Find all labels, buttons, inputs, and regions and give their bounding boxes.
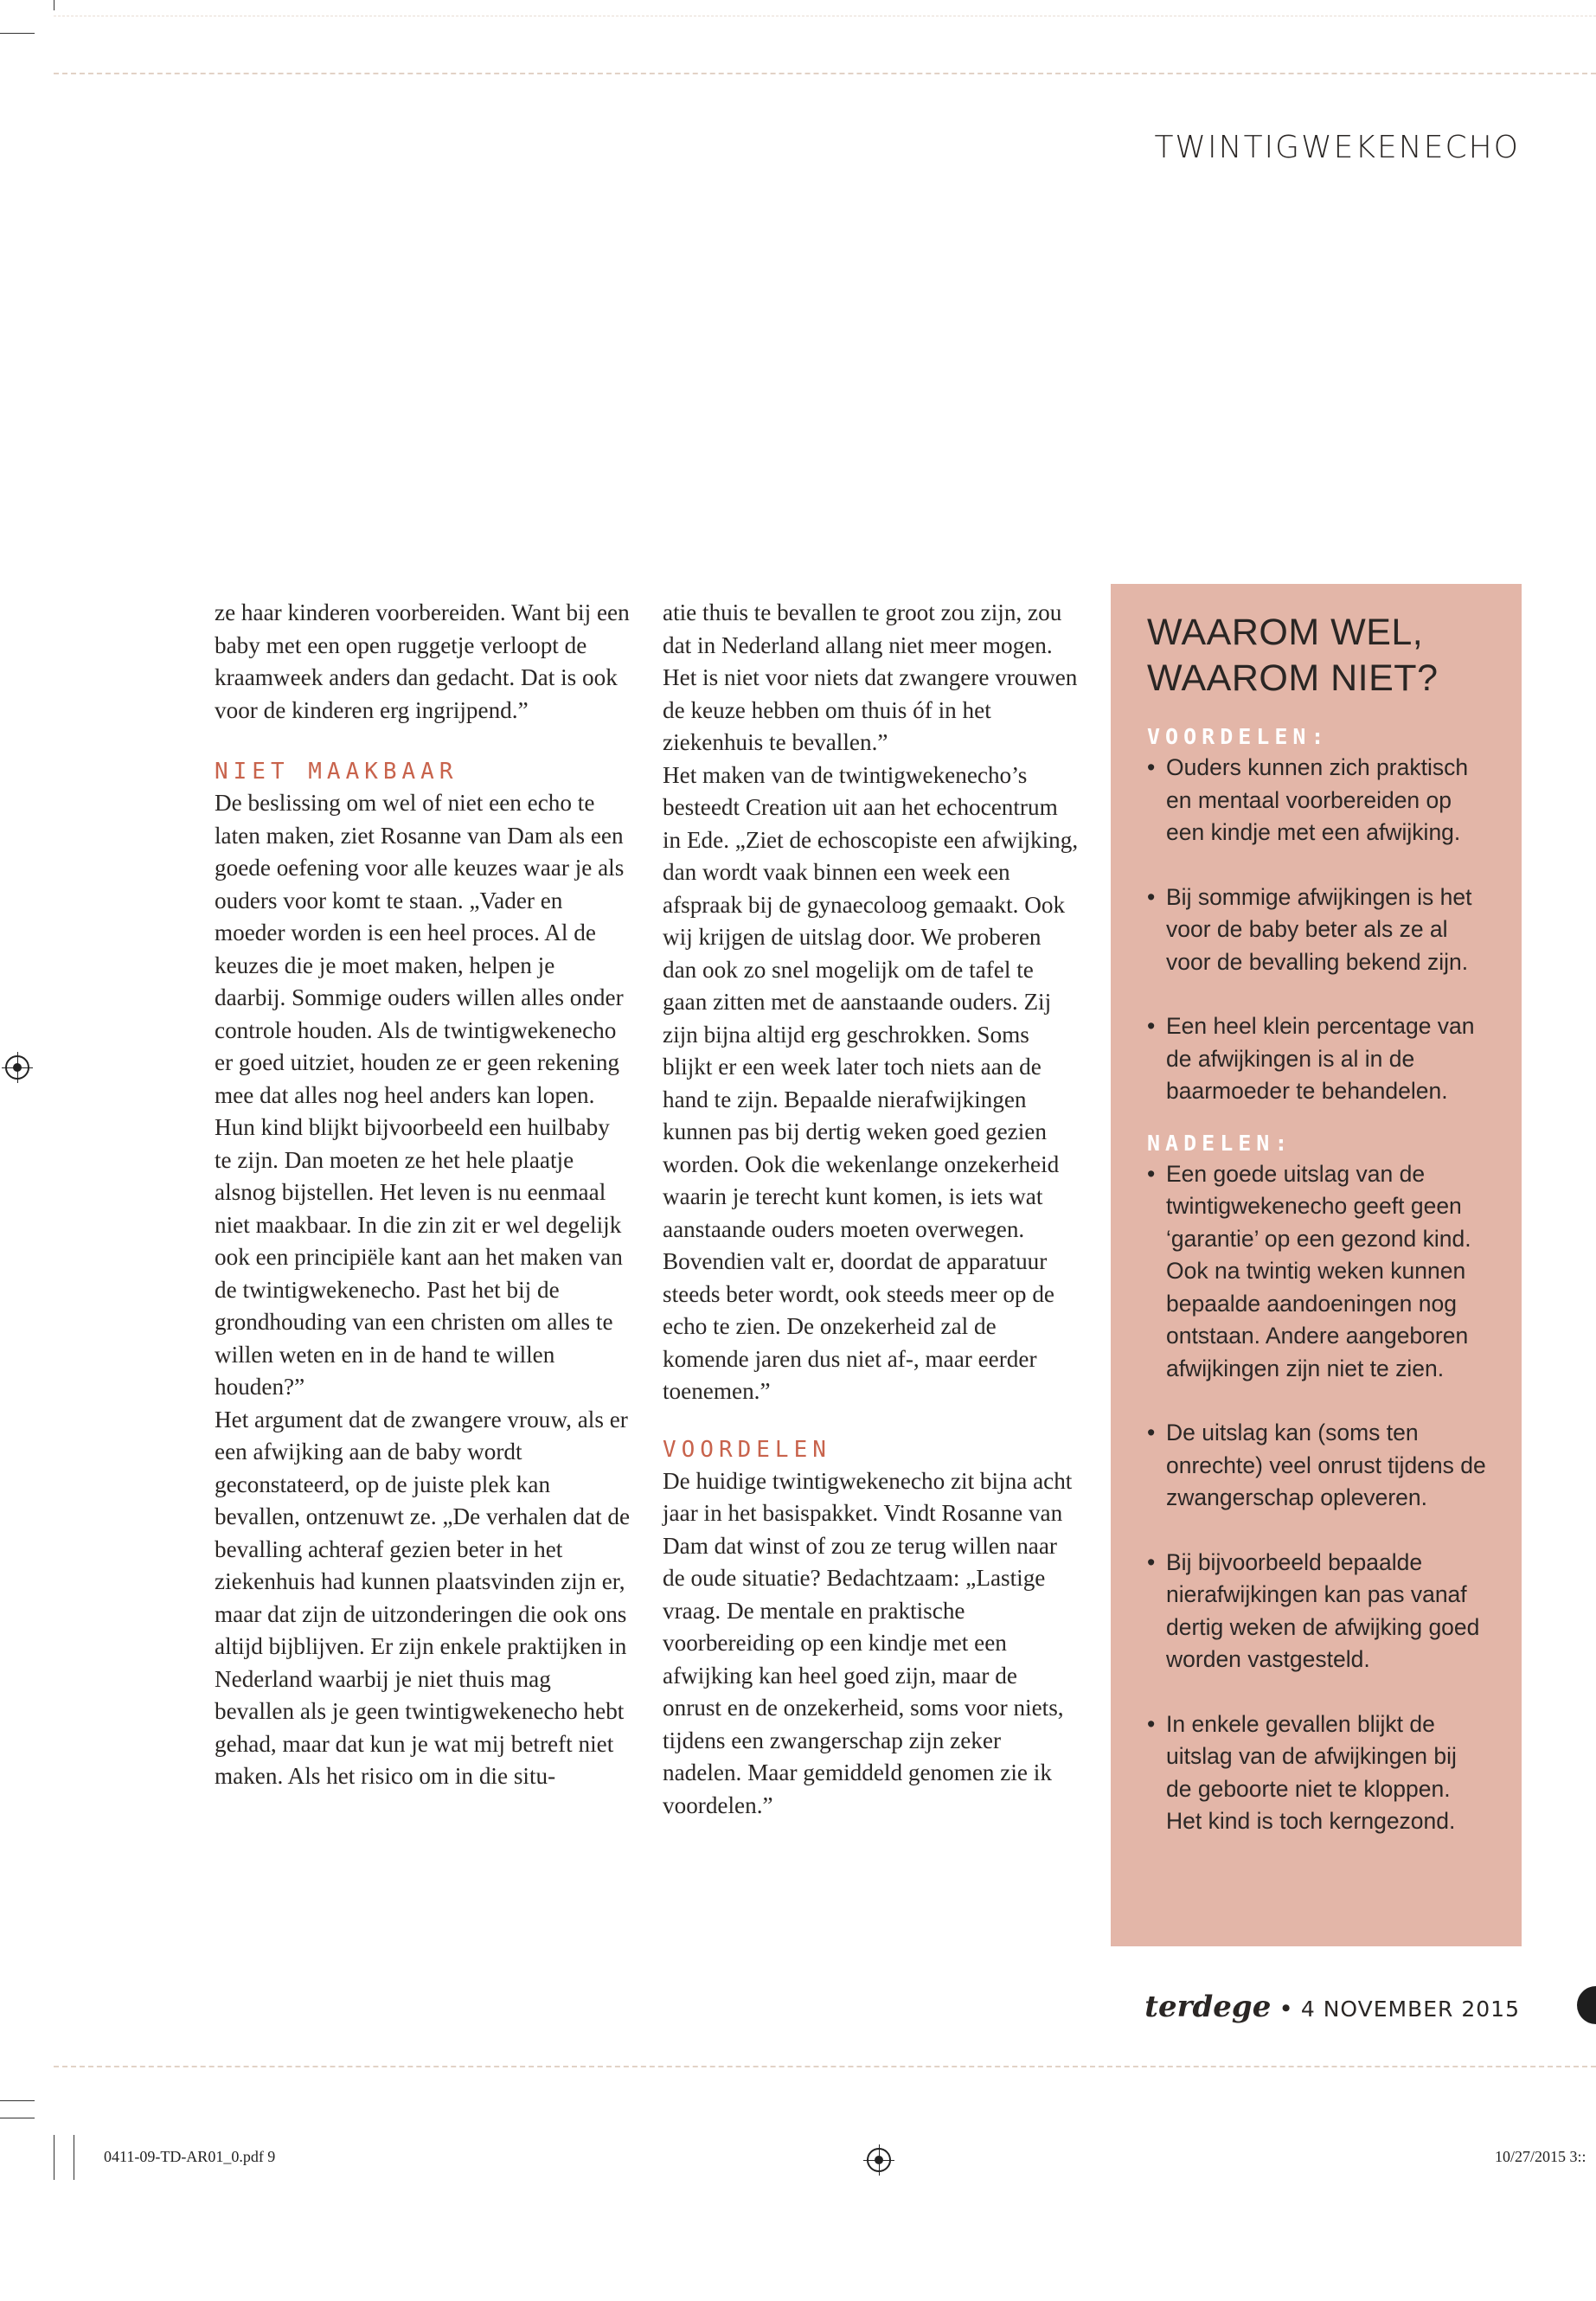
footer-separator: •: [1281, 1994, 1291, 2022]
article-column-1: [215, 597, 631, 1793]
list-item: • Bij sommige afwijkingen is het voor de baby beter als ze al voor de bevalling bekend zijn.: [1147, 881, 1487, 979]
subheading-niet-maakbaar: NIET MAAKBAAR: [215, 759, 458, 785]
sidebar-title: [1147, 610, 1487, 702]
paragraph: De huidige twintigwekenecho zit bijna acht jaar in het basispakket. Vindt Rosanne van Dam dat winst of zou ze terug willen naar de oude situatie? Bedachtzaam: „Lastige vraag. De mentale en praktische voorbereiding op een kindje met een afwijking kan heel goed zijn, maar de onrust en de onzekerheid, soms voor niets, tijdens een zwangerschap zijn zeker nadelen. Maar gemiddeld genomen zie ik voordelen.”: [663, 1467, 1073, 1818]
list-item: • Een heel klein percentage van de afwijkingen is al in de baarmoeder te behandelen.: [1147, 1010, 1487, 1108]
list-item: • Een goede uitslag van de twintigwekenecho geeft geen ‘garantie’ op een gezond kind. Ook na twintig weken kunnen bepaalde aandoeningen nog ontstaan. Andere aangeboren afwijkingen zijn niet te zien.: [1147, 1158, 1487, 1386]
list-item: • In enkele gevallen blijkt de uitslag van de afwijkingen bij de geboorte niet te kloppen. Het kind is toch kerngezond.: [1147, 1708, 1487, 1838]
paragraph: Het argument dat de zwangere vrouw, als er een afwijking aan de baby wordt geconstateerd, op de juiste plek kan bevallen, ontzenuwt ze. „De verhalen dat de bevalling achteraf gezien beter in het ziekenhuis had kunnen plaatsvinden zijn er, maar dat zijn de uitzonderingen die ook ons altijd bijblijven. Er zijn enkele praktijken in Nederland waarbij je niet thuis mag bevallen als je geen twintigwekenecho hebt gehad, maar dat kun je wat mij betreft niet maken. Als het risico om in die situ-: [215, 1406, 631, 1789]
list-item: • Bij bijvoorbeeld bepaalde nierafwijkingen kan pas vanaf dertig weken de afwijking goed worden vastgesteld.: [1147, 1547, 1487, 1676]
page-tab-marker: [1577, 1986, 1596, 2024]
trim-line-top: [54, 73, 1596, 74]
sidebar-box: [1111, 584, 1522, 1946]
voordelen-list: [1147, 752, 1487, 1108]
sidebar-title-line: WAAROM WEL,: [1147, 612, 1424, 653]
paragraph: atie thuis te bevallen te groot zou zijn, zou dat in Nederland allang niet meer mogen. Het is niet voor niets dat zwangere vrouwen de keuze hebben om thuis óf in het ziekenhuis te bevallen.”: [663, 599, 1078, 755]
list-item: • Ouders kunnen zich praktisch en mentaal voorbereiden op een kindje met een afwijking.: [1147, 752, 1487, 849]
voordelen-heading: VOORDELEN:: [1147, 724, 1330, 749]
crop-mark: [0, 2100, 35, 2101]
issue-date: 4 NOVEMBER 2015: [1300, 1997, 1520, 2022]
section-label: TWINTIGWEKENECHO: [1154, 130, 1520, 165]
registration-mark-icon: [5, 1055, 29, 1080]
page-footer: [1144, 1990, 1520, 2024]
registration-mark-icon: [867, 2148, 891, 2172]
sidebar-title-line: WAAROM NIET?: [1147, 657, 1439, 699]
crop-mark: [0, 33, 35, 34]
print-slug-file: 0411-09-TD-AR01_0.pdf 9: [104, 2148, 276, 2165]
trim-line-bottom: [54, 2066, 1596, 2067]
nadelen-list: [1147, 1158, 1487, 1838]
nadelen-heading: NADELEN:: [1147, 1130, 1293, 1156]
paragraph: ze haar kinderen voorbereiden. Want bij een baby met een open ruggetje verloopt de kraamweek anders dan gedacht. Dat is ook voor de kinderen erg ingrijpend.”: [215, 599, 630, 723]
article-column-2: [663, 597, 1080, 1822]
magazine-logo: terdege: [1144, 1990, 1272, 2024]
paragraph: Het maken van de twintigwekenecho’s besteedt Creation uit aan het echocentrum in Ede. „Ziet de echoscopiste een afwijking, dan wordt vaak binnen een week een afspraak bij de gynaecoloog gemaakt. Ook wij krijgen de uitslag door. We proberen dan ook zo snel mogelijk om de tafel te gaan zitten met de aanstaande ouders. Zij zijn bijna altijd erg geschrokken. Soms blijkt er een week later toch niets aan de hand te zijn. Bepaalde nierafwijkingen kunnen pas bij dertig weken goed gezien worden. Ook die wekenlange onzekerheid waarin je terecht kunt komen, is iets wat aanstaande ouders moeten overwegen. Bovendien valt er, doordat de apparatuur steeds beter wordt, ook steeds meer op de echo te zien. De onzekerheid zal de komende jaren dus niet af-, maar eerder toenemen.”: [663, 761, 1079, 1404]
print-slug-timestamp: 10/27/2015 3::: [1495, 2148, 1586, 2165]
list-item: • De uitslag kan (soms ten onrechte) veel onrust tijdens de zwangerschap opleveren.: [1147, 1417, 1487, 1515]
subheading-voordelen: VOORDELEN: [663, 1436, 831, 1463]
paragraph: De beslissing om wel of niet een echo te laten maken, ziet Rosanne van Dam als een goede oefening voor alle keuzes waar je als ouders voor komt te staan. „Vader en moeder worden is een heel proces. Al de keuzes die je moet maken, helpen je daarbij. Sommige ouders willen alles onder controle houden. Als de twintigwekenecho er goed uitziet, houden ze er geen rekening mee dat alles nog heel anders kan lopen. Hun kind blijkt bijvoorbeeld een huilbaby te zijn. Dan moeten ze het hele plaatje alsnog bijstellen. Het leven is nu eenmaal niet maakbaar. In die zin zit er wel degelijk ook een principiële kant aan het maken van de twintigwekenecho. Past het bij de grondhouding van een christen om alles te willen weten en in de hand te willen houden?”: [215, 790, 625, 1400]
